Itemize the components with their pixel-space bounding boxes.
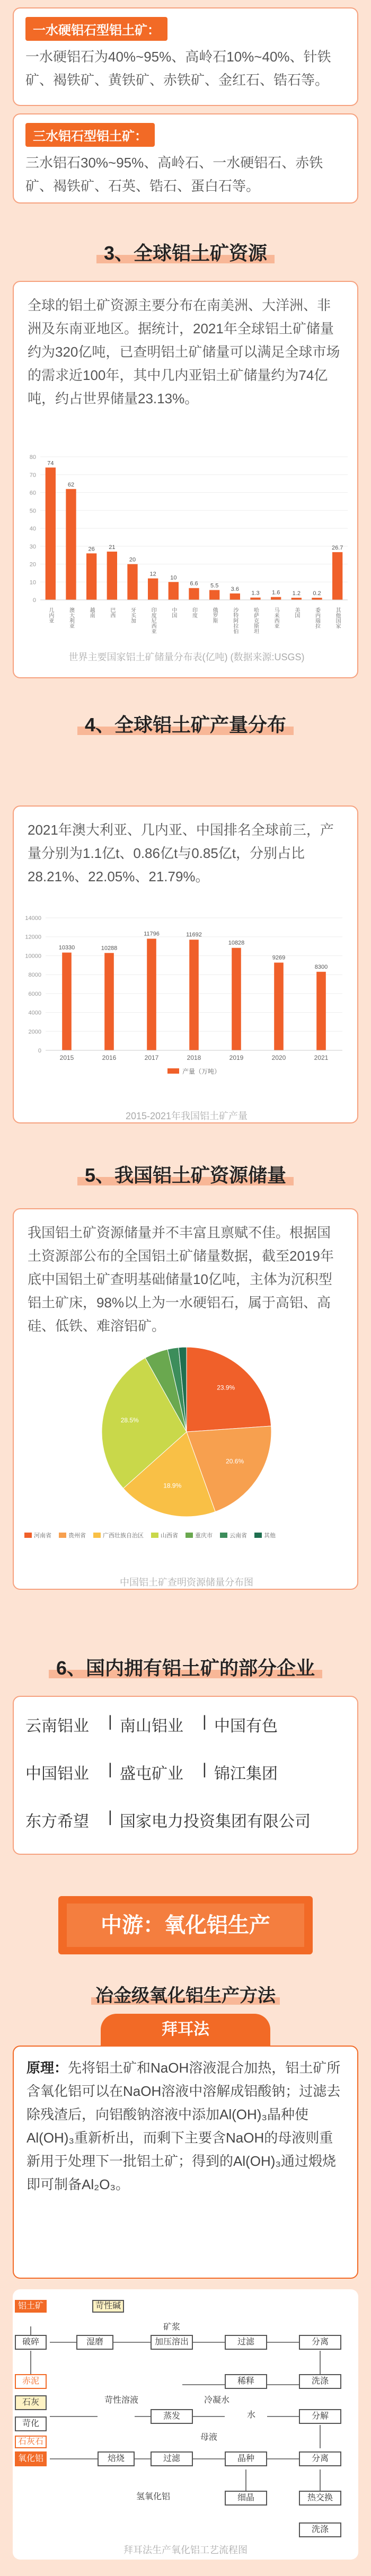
c2-legend-swatch (167, 1068, 179, 1074)
flow-caption: 拜耳法生产氧化铝工艺流程图 (123, 2545, 248, 2555)
c2-value-label: 9269 (272, 954, 286, 961)
c2-bar (147, 939, 156, 1050)
c1-bar (107, 552, 117, 600)
c2-y-tick: 2000 (28, 1029, 41, 1035)
method-subtitle: 冶金级氧化铝生产方法 (0, 1981, 371, 2007)
flow-fine-filter: 过滤 (225, 2335, 267, 2350)
c1-value-label: 26 (88, 546, 95, 553)
flow-caustic: 苛性碱 (92, 2300, 124, 2313)
china-reserves-pie (14, 1342, 359, 1564)
c1-y-tick: 0 (32, 597, 36, 604)
c1-x-label: 澳大利亚 (68, 607, 74, 628)
c2-bar (274, 962, 284, 1050)
section-6-title: 6、国内拥有铝土矿的部分企业 (0, 1653, 371, 1680)
c2-bar (62, 953, 72, 1050)
c2-x-label: 2020 (271, 1054, 286, 1061)
pie-legend-label: 其他 (264, 1533, 276, 1539)
flow-separate: 分离 (299, 2335, 341, 2350)
flow-limestone: 石灰石 (15, 2436, 47, 2448)
c1-bar (250, 598, 260, 600)
c2-y-tick: 8000 (28, 972, 41, 979)
world-reserves-chart (14, 441, 359, 642)
pie-legend-swatch (254, 1533, 262, 1538)
flow-dilute: 稀释 (225, 2374, 267, 2389)
china-output-chart (14, 902, 359, 1093)
bayer-card (13, 2046, 358, 2279)
flow-coarse-sep: 分离 (299, 2451, 341, 2466)
world-reserves-caption: 世界主要国家铝土矿储量分布表(亿吨) (数据来源:USGS) (68, 652, 305, 662)
c1-value-label: 5.5 (210, 582, 219, 589)
c2-y-tick: 4000 (28, 1010, 41, 1016)
c1-bar (292, 598, 302, 600)
c1-bar (209, 590, 219, 600)
company-8: 国家电力投资集团有限公司 (120, 1813, 311, 1830)
pie-legend-label: 贵州省 (68, 1533, 86, 1539)
flow-bauxite: 铝土矿 (15, 2300, 47, 2313)
section-5-title: 5、我国铝土矿资源储量 (0, 1161, 371, 1188)
c1-value-label: 10 (170, 574, 177, 581)
c1-y-tick: 30 (29, 543, 36, 550)
bauxite-type-card-2 (13, 113, 358, 203)
c1-bar (230, 594, 240, 600)
company-sep-4: | (202, 1760, 207, 1778)
c1-x-label: 马来西亚 (273, 607, 279, 628)
c2-x-label: 2016 (102, 1054, 117, 1061)
company-2: 南山铝业 (120, 1718, 183, 1735)
c1-value-label: 21 (109, 544, 116, 551)
c1-x-label: 沙特阿拉伯 (232, 607, 238, 634)
bayer-tab: 拜耳法 (101, 2014, 270, 2046)
pie-value-label: 28.5% (120, 1416, 139, 1424)
pie-legend-swatch (24, 1533, 32, 1538)
flow-evap-water: 水 (235, 2409, 267, 2424)
c1-bar (86, 553, 96, 600)
china-reserves-caption: 中国铝土矿查明资源储量分布图 (120, 1577, 253, 1588)
c2-value-label: 10330 (58, 944, 75, 951)
c1-value-label: 26.7 (331, 544, 343, 551)
pie-legend-label: 广西壮族自治区 (103, 1533, 144, 1539)
company-6: 锦江集团 (214, 1765, 278, 1783)
c2-x-label: 2019 (229, 1054, 244, 1061)
c2-y-tick: 0 (38, 1048, 41, 1054)
section-5-card (13, 1208, 358, 1590)
type-label-1: 一水硬铝石型铝土矿： (25, 17, 167, 41)
c2-x-label: 2017 (144, 1054, 159, 1061)
c1-y-tick: 10 (29, 579, 36, 586)
c1-x-label: 几内亚 (47, 607, 54, 623)
c1-bar (169, 582, 179, 600)
pie-legend-label: 山西省 (161, 1533, 178, 1539)
c1-value-label: 12 (149, 571, 156, 578)
c2-x-label: 2018 (187, 1054, 201, 1061)
c1-value-label: 1.2 (292, 590, 301, 597)
flow-red-mud: 赤泥 (15, 2374, 47, 2389)
c1-y-tick: 20 (29, 561, 36, 568)
flow-mother: 母液 (193, 2432, 225, 2445)
pie-value-label: 20.6% (226, 1457, 244, 1465)
c1-bar (332, 552, 342, 600)
pie-legend-label: 云南省 (229, 1533, 247, 1539)
c1-y-tick: 80 (29, 454, 36, 461)
flow-fine: 细晶 (225, 2491, 267, 2506)
pie-value-label: 23.9% (217, 1384, 235, 1392)
c1-bar (46, 467, 56, 600)
c2-x-label: 2015 (59, 1054, 74, 1061)
c2-value-label: 11796 (144, 931, 160, 937)
c1-bar (189, 588, 199, 600)
c2-y-tick: 14000 (25, 915, 41, 922)
c2-legend-label: 产量（万吨） (182, 1068, 221, 1075)
section-3-card (13, 281, 358, 678)
flow-cool: 冷凝水 (198, 2395, 235, 2408)
c1-x-label: 哈萨克斯坦 (252, 607, 259, 634)
type-label-2: 三水铝石型铝土矿： (25, 123, 155, 147)
c2-bar (316, 972, 326, 1050)
c1-x-label: 牙买加 (129, 607, 136, 623)
c2-y-tick: 10000 (25, 953, 41, 960)
flow-causticize: 苛化 (15, 2416, 47, 2431)
flow-seed-decomp: 分解 (299, 2409, 341, 2424)
company-1: 云南铝业 (25, 1718, 89, 1735)
c2-bar (104, 953, 114, 1050)
principle-text: 先将铝土矿和NaOH溶液混合加热，铝土矿所含氧化铝可以在NaOH溶液中溶解成铝酸钠；过滤去除残渣后，向铝酸钠溶液中添加Al(OH)₃晶种使Al(OH)₃重新析出，而剩下主要含NaOH的母液则重新用于处理下一批铝土矿；得到的Al(OH)₃通过煅烧即可制备Al₂O₃。 (26, 2060, 341, 2192)
company-sep-3: | (108, 1760, 112, 1778)
flow-seed: 晶种 (225, 2451, 267, 2466)
c1-x-label: 俄罗斯 (211, 607, 218, 623)
section-5-text: 我国铝土矿资源储量并不丰富且禀赋不佳。根据国土资源部公布的全国铝土矿储量数据，截至2019年底中国铝土矿查明基础储量10亿吨，主体为沉积型铝土矿床，98%以上为一水硬铝石，属于高铝、高硅、低铁、难溶铝矿。 (28, 1225, 334, 1334)
c2-bar (232, 948, 241, 1050)
c1-value-label: 6.6 (190, 580, 198, 587)
c1-x-label: 印度尼西亚 (150, 607, 156, 634)
bauxite-type-card-1 (13, 7, 358, 106)
company-sep-1: | (108, 1713, 112, 1730)
c1-y-tick: 40 (29, 526, 36, 532)
c1-bar (127, 564, 137, 600)
flow-crush: 破碎 (15, 2335, 47, 2350)
flow-slurry: 矿浆 (151, 2322, 193, 2335)
midstream-banner (58, 1896, 313, 1954)
flow-wet-grind: 湿磨 (76, 2335, 113, 2350)
c1-value-label: 1.3 (251, 590, 260, 597)
c1-value-label: 3.6 (231, 586, 239, 592)
c1-value-label: 62 (67, 481, 75, 488)
companies-card (13, 1696, 358, 1855)
c1-y-tick: 60 (29, 490, 36, 497)
flow-caustic-sol: 苛性溶液 (98, 2395, 145, 2408)
c2-value-label: 10288 (101, 945, 118, 952)
company-7: 东方希望 (25, 1813, 89, 1830)
company-4: 中国铝业 (25, 1765, 89, 1783)
pie-legend-swatch (186, 1533, 193, 1538)
c1-value-label: 74 (47, 460, 54, 467)
flow-calcine: 焙烧 (98, 2451, 135, 2466)
pie-legend-swatch (59, 1533, 66, 1538)
company-3: 中国有色 (214, 1718, 278, 1735)
c1-value-label: 0.2 (313, 590, 321, 597)
pie-legend-swatch (220, 1533, 227, 1538)
c2-y-tick: 12000 (25, 934, 41, 941)
c2-bar (189, 940, 199, 1050)
company-sep-2: | (202, 1713, 207, 1730)
c1-x-label: 印度 (191, 607, 197, 618)
c1-value-label: 20 (129, 556, 136, 563)
pie-legend-swatch (93, 1533, 101, 1538)
c1-bar (148, 579, 158, 600)
c1-x-label: 美国 (293, 607, 299, 618)
section-4-text: 2021年澳大利亚、几内亚、中国排名全球前三，产量分别为1.1亿t、0.86亿t与0.85亿t，分别占比28.21%、22.05%、21.79%。 (28, 822, 334, 884)
c2-value-label: 8300 (314, 963, 328, 970)
c1-bar (271, 597, 281, 600)
flow-alumina: 氧化铝 (15, 2451, 47, 2466)
c1-bar (66, 489, 76, 600)
c1-y-tick: 70 (29, 472, 36, 479)
pie-value-label: 18.9% (163, 1482, 182, 1490)
company-5: 盛屯矿业 (120, 1765, 183, 1783)
bayer-principle (14, 2047, 357, 2196)
principle-label: 原理： (26, 2060, 68, 2076)
flow-diagram (13, 2289, 358, 2560)
pie-legend-swatch (151, 1533, 158, 1538)
flow-reuse: 洗涤 (299, 2522, 341, 2537)
c1-x-label: 中国 (170, 607, 176, 618)
c2-value-label: 10828 (228, 940, 245, 946)
c1-bar (312, 598, 322, 600)
flow-heat-exch: 热交换 (299, 2491, 341, 2506)
company-sep-5: | (108, 1808, 112, 1826)
c2-y-tick: 6000 (28, 990, 41, 997)
section-4-card (13, 805, 358, 1123)
c2-x-label: 2021 (314, 1054, 329, 1061)
c2-value-label: 11692 (186, 932, 202, 939)
type-text-1: 一水硬铝石为40%~95%、高岭石10%~40%、针铁矿、褐铁矿、黄铁矿、赤铁矿、金红石、锆石等。 (25, 49, 331, 88)
type-text-2: 三水铝石30%~95%、高岭石、一水硬铝石、赤铁矿、褐铁矿、石英、锆石、蛋白石等。 (25, 155, 323, 194)
flow-steam: 蒸发 (151, 2409, 193, 2424)
midstream-banner-inner: 中游：氧化铝生产 (67, 1904, 304, 1947)
section-4-title: 4、全球铝土矿产量分布 (0, 710, 371, 737)
c1-x-label: 巴西 (109, 607, 115, 618)
pie-legend-label: 重庆市 (195, 1533, 213, 1539)
section-3-text: 全球的铝土矿资源主要分布在南美洲、大洋洲、非洲及东南亚地区。据统计，2021年全球铝土矿储量约为320亿吨，已查明铝土矿储量可以满足全球市场的需求近100年，其中几内亚铝土矿储量约为74亿吨，约占世界储量23.13%。 (28, 297, 340, 406)
flow-lime: 石灰 (15, 2395, 47, 2410)
section-3-title: 3、全球铝土矿资源 (0, 238, 371, 265)
c1-x-label: 其他国家 (334, 607, 341, 628)
flow-heat: 加压溶出 (151, 2335, 193, 2350)
pie-legend-label: 河南省 (34, 1533, 51, 1539)
c1-x-label: 委内瑞拉 (314, 607, 320, 628)
c1-value-label: 1.6 (272, 589, 280, 596)
c1-y-tick: 50 (29, 508, 36, 515)
flow-wash: 洗涤 (299, 2374, 341, 2389)
flow-hydrate: 氢氧化铝 (129, 2491, 177, 2506)
c1-x-label: 越南 (89, 607, 95, 618)
china-output-caption: 2015-2021年我国铝土矿产量 (125, 1111, 248, 1121)
flow-filter: 过滤 (151, 2451, 193, 2466)
